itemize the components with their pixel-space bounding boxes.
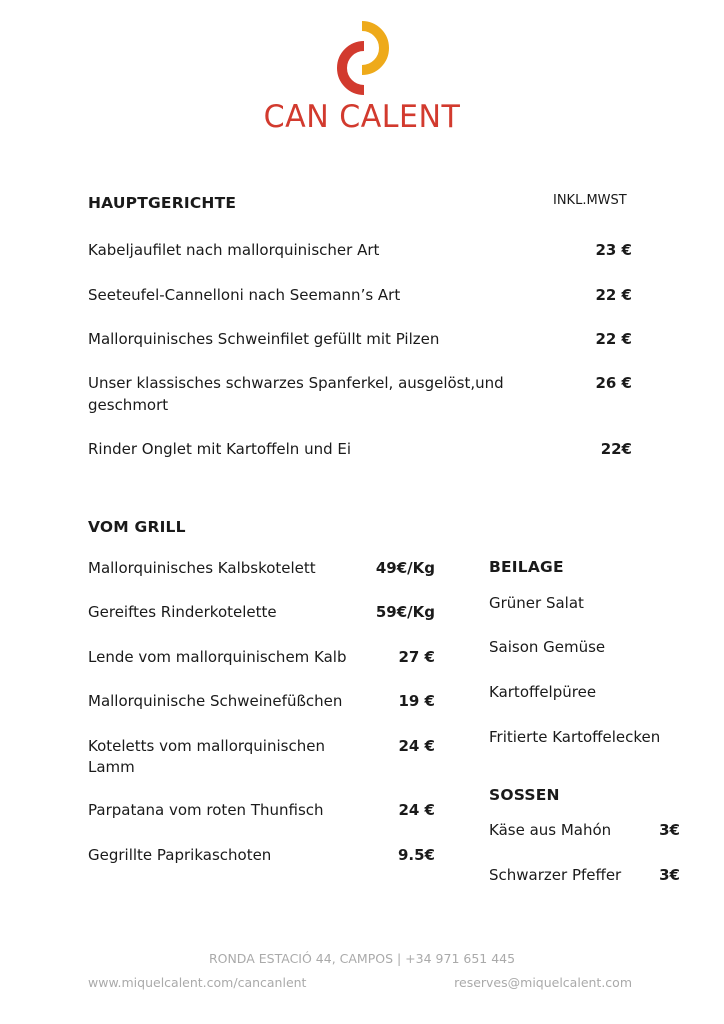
side-item: Kartoffelpüree <box>489 683 597 701</box>
menu-item-name: Unser klassisches schwarzes Spanferkel, ausgelöst,und <box>88 374 504 392</box>
side-item: Grüner Salat <box>489 594 584 612</box>
menu-item-price: 22 € <box>595 330 632 348</box>
sauce-item-name: Schwarzer Pfeffer <box>489 866 622 884</box>
side-item: Saison Gemüse <box>489 638 606 656</box>
menu-item-price: 27 € <box>398 648 435 666</box>
section-title-hauptgerichte: HAUPTGERICHTE <box>88 194 237 212</box>
footer-email-link[interactable]: reserves@miquelcalent.com <box>454 975 632 990</box>
menu-item-price: 24 € <box>398 737 435 755</box>
tax-note: INKL.MWST <box>553 193 627 208</box>
menu-item-name-line2: Lamm <box>88 758 135 776</box>
menu-item-price: 26 € <box>595 374 632 392</box>
menu-item-price: 22€ <box>600 440 632 458</box>
section-title-beilage: BEILAGE <box>489 558 564 576</box>
logo <box>0 16 724 96</box>
menu-item-price: 49€/Kg <box>375 559 435 577</box>
menu-item-name: Gegrillte Paprikaschoten <box>88 846 272 864</box>
menu-item-price: 23 € <box>595 241 632 259</box>
menu-item-name: Kabeljaufilet nach mallorquinischer Art <box>88 241 380 259</box>
logo-mark-icon <box>322 16 402 96</box>
sauce-item-name: Käse aus Mahón <box>489 821 612 839</box>
menu-item-price: 9.5€ <box>397 846 435 864</box>
menu-item-price: 19 € <box>398 692 435 710</box>
section-title-vom-grill: VOM GRILL <box>88 518 186 536</box>
menu-item-name: Mallorquinisches Schweinfilet gefüllt mit Pilzen <box>88 330 440 348</box>
menu-item-price: 59€/Kg <box>375 603 435 621</box>
menu-item-price: 22 € <box>595 286 632 304</box>
menu-item-name-line2: geschmort <box>88 396 169 414</box>
menu-item-name: Seeteufel-Cannelloni nach Seemann’s Art <box>88 286 401 304</box>
menu-item-name: Rinder Onglet mit Kartoffeln und Ei <box>88 440 352 458</box>
menu-item-price: 24 € <box>398 801 435 819</box>
section-title-sossen: SOSSEN <box>489 786 560 804</box>
menu-item-name: Parpatana vom roten Thunfisch <box>88 801 324 819</box>
sauce-item-price: 3€ <box>659 866 680 884</box>
sauce-item-price: 3€ <box>659 821 680 839</box>
menu-item-name: Koteletts vom mallorquinischen <box>88 737 325 755</box>
footer-address: RONDA ESTACIÓ 44, CAMPOS | +34 971 651 445 <box>208 951 516 966</box>
side-item: Fritierte Kartoffelecken <box>489 728 661 746</box>
menu-item-name: Mallorquinisches Kalbskotelett <box>88 559 316 577</box>
menu-item-name: Gereiftes Rinderkotelette <box>88 603 277 621</box>
brand-name: CAN CALENT <box>263 99 461 135</box>
menu-item-name: Mallorquinische Schweinefüßchen <box>88 692 343 710</box>
menu-item-name: Lende vom mallorquinischem Kalb <box>88 648 347 666</box>
footer-website-link[interactable]: www.miquelcalent.com/cancanlent <box>88 975 307 990</box>
